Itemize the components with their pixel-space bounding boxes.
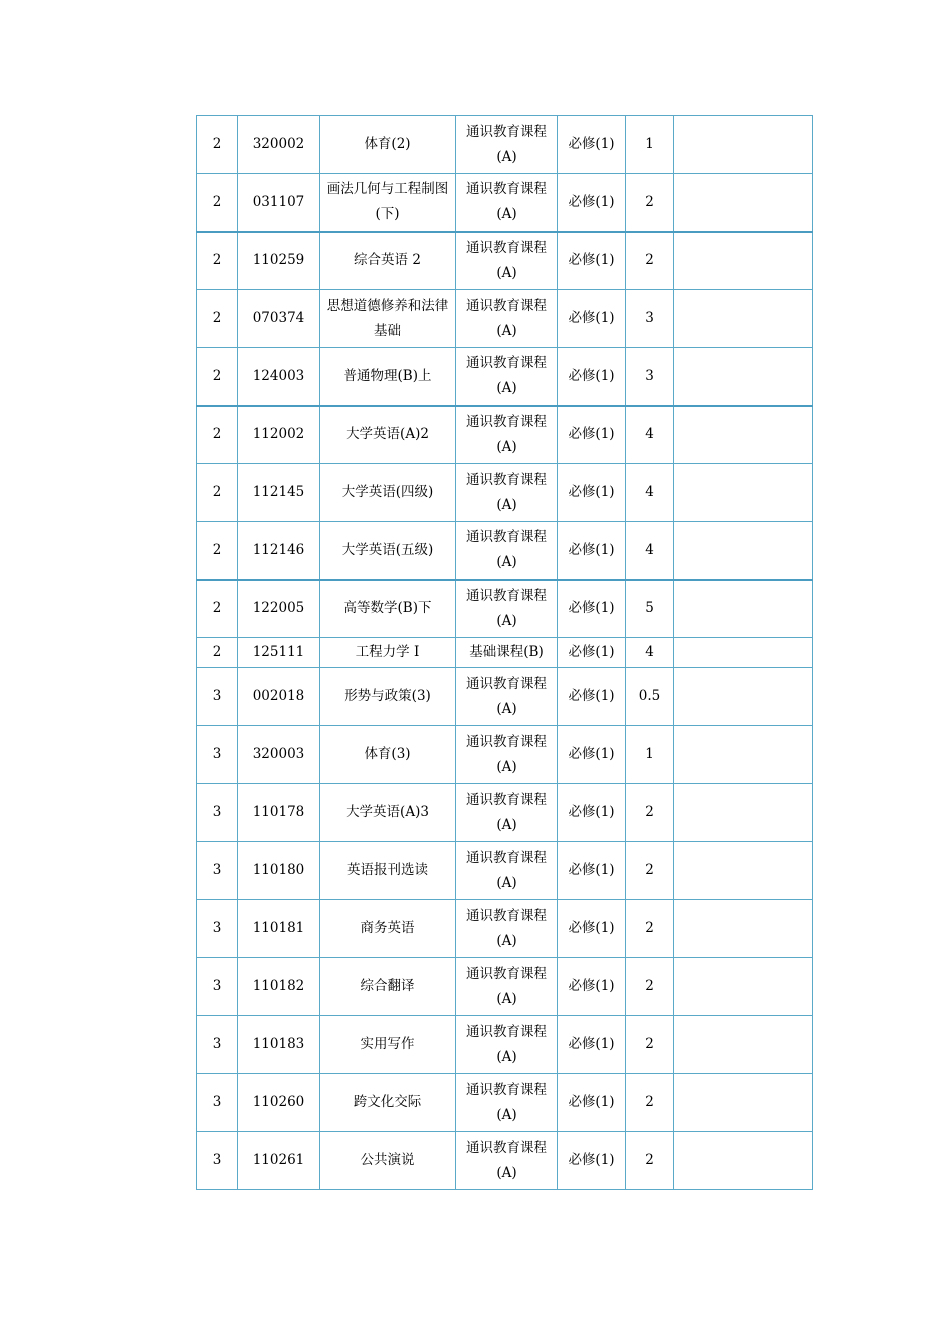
course-category-cell: 通识教育课程(A) [456, 522, 558, 580]
note-cell [674, 116, 813, 174]
course-table-body [197, 116, 813, 1190]
course-name-cell: 综合英语 2 [320, 232, 456, 290]
course-code-cell: 112146 [238, 522, 320, 580]
table-row [197, 1074, 813, 1132]
table-row [197, 406, 813, 464]
note-cell [674, 958, 813, 1016]
term-cell: 3 [197, 900, 238, 958]
course-code-cell: 112002 [238, 406, 320, 464]
note-cell [674, 290, 813, 348]
course-code-cell: 124003 [238, 348, 320, 406]
course-category-cell: 通识教育课程(A) [456, 1074, 558, 1132]
course-category-cell: 基础课程(B) [456, 638, 558, 668]
note-cell [674, 726, 813, 784]
credits-cell: 4 [626, 406, 674, 464]
table-row [197, 1132, 813, 1190]
course-type-cell: 必修(1) [558, 580, 626, 638]
course-category-cell: 通识教育课程(A) [456, 842, 558, 900]
course-code-cell: 110260 [238, 1074, 320, 1132]
course-category-cell: 通识教育课程(A) [456, 1132, 558, 1190]
course-category-cell: 通识教育课程(A) [456, 580, 558, 638]
credits-cell: 2 [626, 958, 674, 1016]
course-name-cell: 跨文化交际 [320, 1074, 456, 1132]
course-name-cell: 体育(2) [320, 116, 456, 174]
note-cell [674, 522, 813, 580]
course-type-cell: 必修(1) [558, 900, 626, 958]
course-type-cell: 必修(1) [558, 784, 626, 842]
course-name-cell: 画法几何与工程制图(下) [320, 174, 456, 232]
note-cell [674, 174, 813, 232]
course-code-cell: 125111 [238, 638, 320, 668]
note-cell [674, 668, 813, 726]
course-type-cell: 必修(1) [558, 842, 626, 900]
table-row [197, 232, 813, 290]
course-name-cell: 大学英语(A)3 [320, 784, 456, 842]
course-category-cell: 通识教育课程(A) [456, 958, 558, 1016]
note-cell [674, 1016, 813, 1074]
table-row [197, 116, 813, 174]
note-cell [674, 580, 813, 638]
credits-cell: 3 [626, 348, 674, 406]
course-code-cell: 110178 [238, 784, 320, 842]
course-type-cell: 必修(1) [558, 1132, 626, 1190]
term-cell: 2 [197, 290, 238, 348]
term-cell: 3 [197, 1074, 238, 1132]
course-category-cell: 通识教育课程(A) [456, 174, 558, 232]
credits-cell: 2 [626, 842, 674, 900]
course-category-cell: 通识教育课程(A) [456, 348, 558, 406]
term-cell: 2 [197, 232, 238, 290]
course-code-cell: 320003 [238, 726, 320, 784]
term-cell: 2 [197, 464, 238, 522]
course-type-cell: 必修(1) [558, 638, 626, 668]
course-type-cell: 必修(1) [558, 522, 626, 580]
credits-cell: 1 [626, 116, 674, 174]
term-cell: 2 [197, 580, 238, 638]
table-row [197, 784, 813, 842]
term-cell: 2 [197, 174, 238, 232]
course-name-cell: 实用写作 [320, 1016, 456, 1074]
note-cell [674, 406, 813, 464]
course-type-cell: 必修(1) [558, 958, 626, 1016]
term-cell: 2 [197, 638, 238, 668]
credits-cell: 4 [626, 522, 674, 580]
course-name-cell: 商务英语 [320, 900, 456, 958]
credits-cell: 5 [626, 580, 674, 638]
course-name-cell: 英语报刊选读 [320, 842, 456, 900]
course-category-cell: 通识教育课程(A) [456, 464, 558, 522]
credits-cell: 1 [626, 726, 674, 784]
credits-cell: 0.5 [626, 668, 674, 726]
table-row [197, 842, 813, 900]
table-row [197, 174, 813, 232]
term-cell: 3 [197, 842, 238, 900]
table-row [197, 726, 813, 784]
course-code-cell: 031107 [238, 174, 320, 232]
course-code-cell: 320002 [238, 116, 320, 174]
course-name-cell: 大学英语(五级) [320, 522, 456, 580]
course-name-cell: 高等数学(B)下 [320, 580, 456, 638]
table-row [197, 1016, 813, 1074]
course-code-cell: 110259 [238, 232, 320, 290]
term-cell: 2 [197, 406, 238, 464]
term-cell: 3 [197, 1132, 238, 1190]
course-name-cell: 普通物理(B)上 [320, 348, 456, 406]
term-cell: 3 [197, 958, 238, 1016]
course-type-cell: 必修(1) [558, 464, 626, 522]
note-cell [674, 348, 813, 406]
term-cell: 3 [197, 668, 238, 726]
note-cell [674, 232, 813, 290]
course-type-cell: 必修(1) [558, 668, 626, 726]
course-name-cell: 大学英语(四级) [320, 464, 456, 522]
course-code-cell: 112145 [238, 464, 320, 522]
note-cell [674, 1132, 813, 1190]
course-category-cell: 通识教育课程(A) [456, 406, 558, 464]
course-code-cell: 110181 [238, 900, 320, 958]
table-row [197, 290, 813, 348]
course-type-cell: 必修(1) [558, 290, 626, 348]
table-row [197, 464, 813, 522]
table-row [197, 668, 813, 726]
course-category-cell: 通识教育课程(A) [456, 784, 558, 842]
term-cell: 3 [197, 1016, 238, 1074]
term-cell: 2 [197, 348, 238, 406]
credits-cell: 3 [626, 290, 674, 348]
course-category-cell: 通识教育课程(A) [456, 290, 558, 348]
course-code-cell: 110183 [238, 1016, 320, 1074]
note-cell [674, 638, 813, 668]
credits-cell: 2 [626, 174, 674, 232]
credits-cell: 2 [626, 784, 674, 842]
course-category-cell: 通识教育课程(A) [456, 668, 558, 726]
course-code-cell: 070374 [238, 290, 320, 348]
course-table [196, 115, 813, 1190]
credits-cell: 2 [626, 232, 674, 290]
course-type-cell: 必修(1) [558, 174, 626, 232]
course-name-cell: 工程力学 I [320, 638, 456, 668]
course-type-cell: 必修(1) [558, 116, 626, 174]
term-cell: 2 [197, 116, 238, 174]
course-type-cell: 必修(1) [558, 406, 626, 464]
note-cell [674, 842, 813, 900]
credits-cell: 2 [626, 1132, 674, 1190]
table-row [197, 638, 813, 668]
course-name-cell: 形势与政策(3) [320, 668, 456, 726]
course-code-cell: 122005 [238, 580, 320, 638]
term-cell: 3 [197, 726, 238, 784]
course-name-cell: 思想道德修养和法律基础 [320, 290, 456, 348]
table-row [197, 522, 813, 580]
course-type-cell: 必修(1) [558, 1074, 626, 1132]
course-type-cell: 必修(1) [558, 348, 626, 406]
note-cell [674, 784, 813, 842]
course-category-cell: 通识教育课程(A) [456, 232, 558, 290]
term-cell: 2 [197, 522, 238, 580]
table-row [197, 958, 813, 1016]
credits-cell: 4 [626, 638, 674, 668]
course-category-cell: 通识教育课程(A) [456, 1016, 558, 1074]
course-name-cell: 公共演说 [320, 1132, 456, 1190]
credits-cell: 2 [626, 1074, 674, 1132]
course-category-cell: 通识教育课程(A) [456, 726, 558, 784]
course-code-cell: 110180 [238, 842, 320, 900]
course-type-cell: 必修(1) [558, 726, 626, 784]
credits-cell: 4 [626, 464, 674, 522]
table-row [197, 580, 813, 638]
course-type-cell: 必修(1) [558, 1016, 626, 1074]
course-category-cell: 通识教育课程(A) [456, 900, 558, 958]
course-name-cell: 体育(3) [320, 726, 456, 784]
course-code-cell: 110261 [238, 1132, 320, 1190]
course-type-cell: 必修(1) [558, 232, 626, 290]
course-code-cell: 002018 [238, 668, 320, 726]
course-category-cell: 通识教育课程(A) [456, 116, 558, 174]
note-cell [674, 900, 813, 958]
term-cell: 3 [197, 784, 238, 842]
course-name-cell: 大学英语(A)2 [320, 406, 456, 464]
table-row [197, 348, 813, 406]
credits-cell: 2 [626, 900, 674, 958]
course-name-cell: 综合翻译 [320, 958, 456, 1016]
credits-cell: 2 [626, 1016, 674, 1074]
course-code-cell: 110182 [238, 958, 320, 1016]
table-row [197, 900, 813, 958]
note-cell [674, 464, 813, 522]
note-cell [674, 1074, 813, 1132]
